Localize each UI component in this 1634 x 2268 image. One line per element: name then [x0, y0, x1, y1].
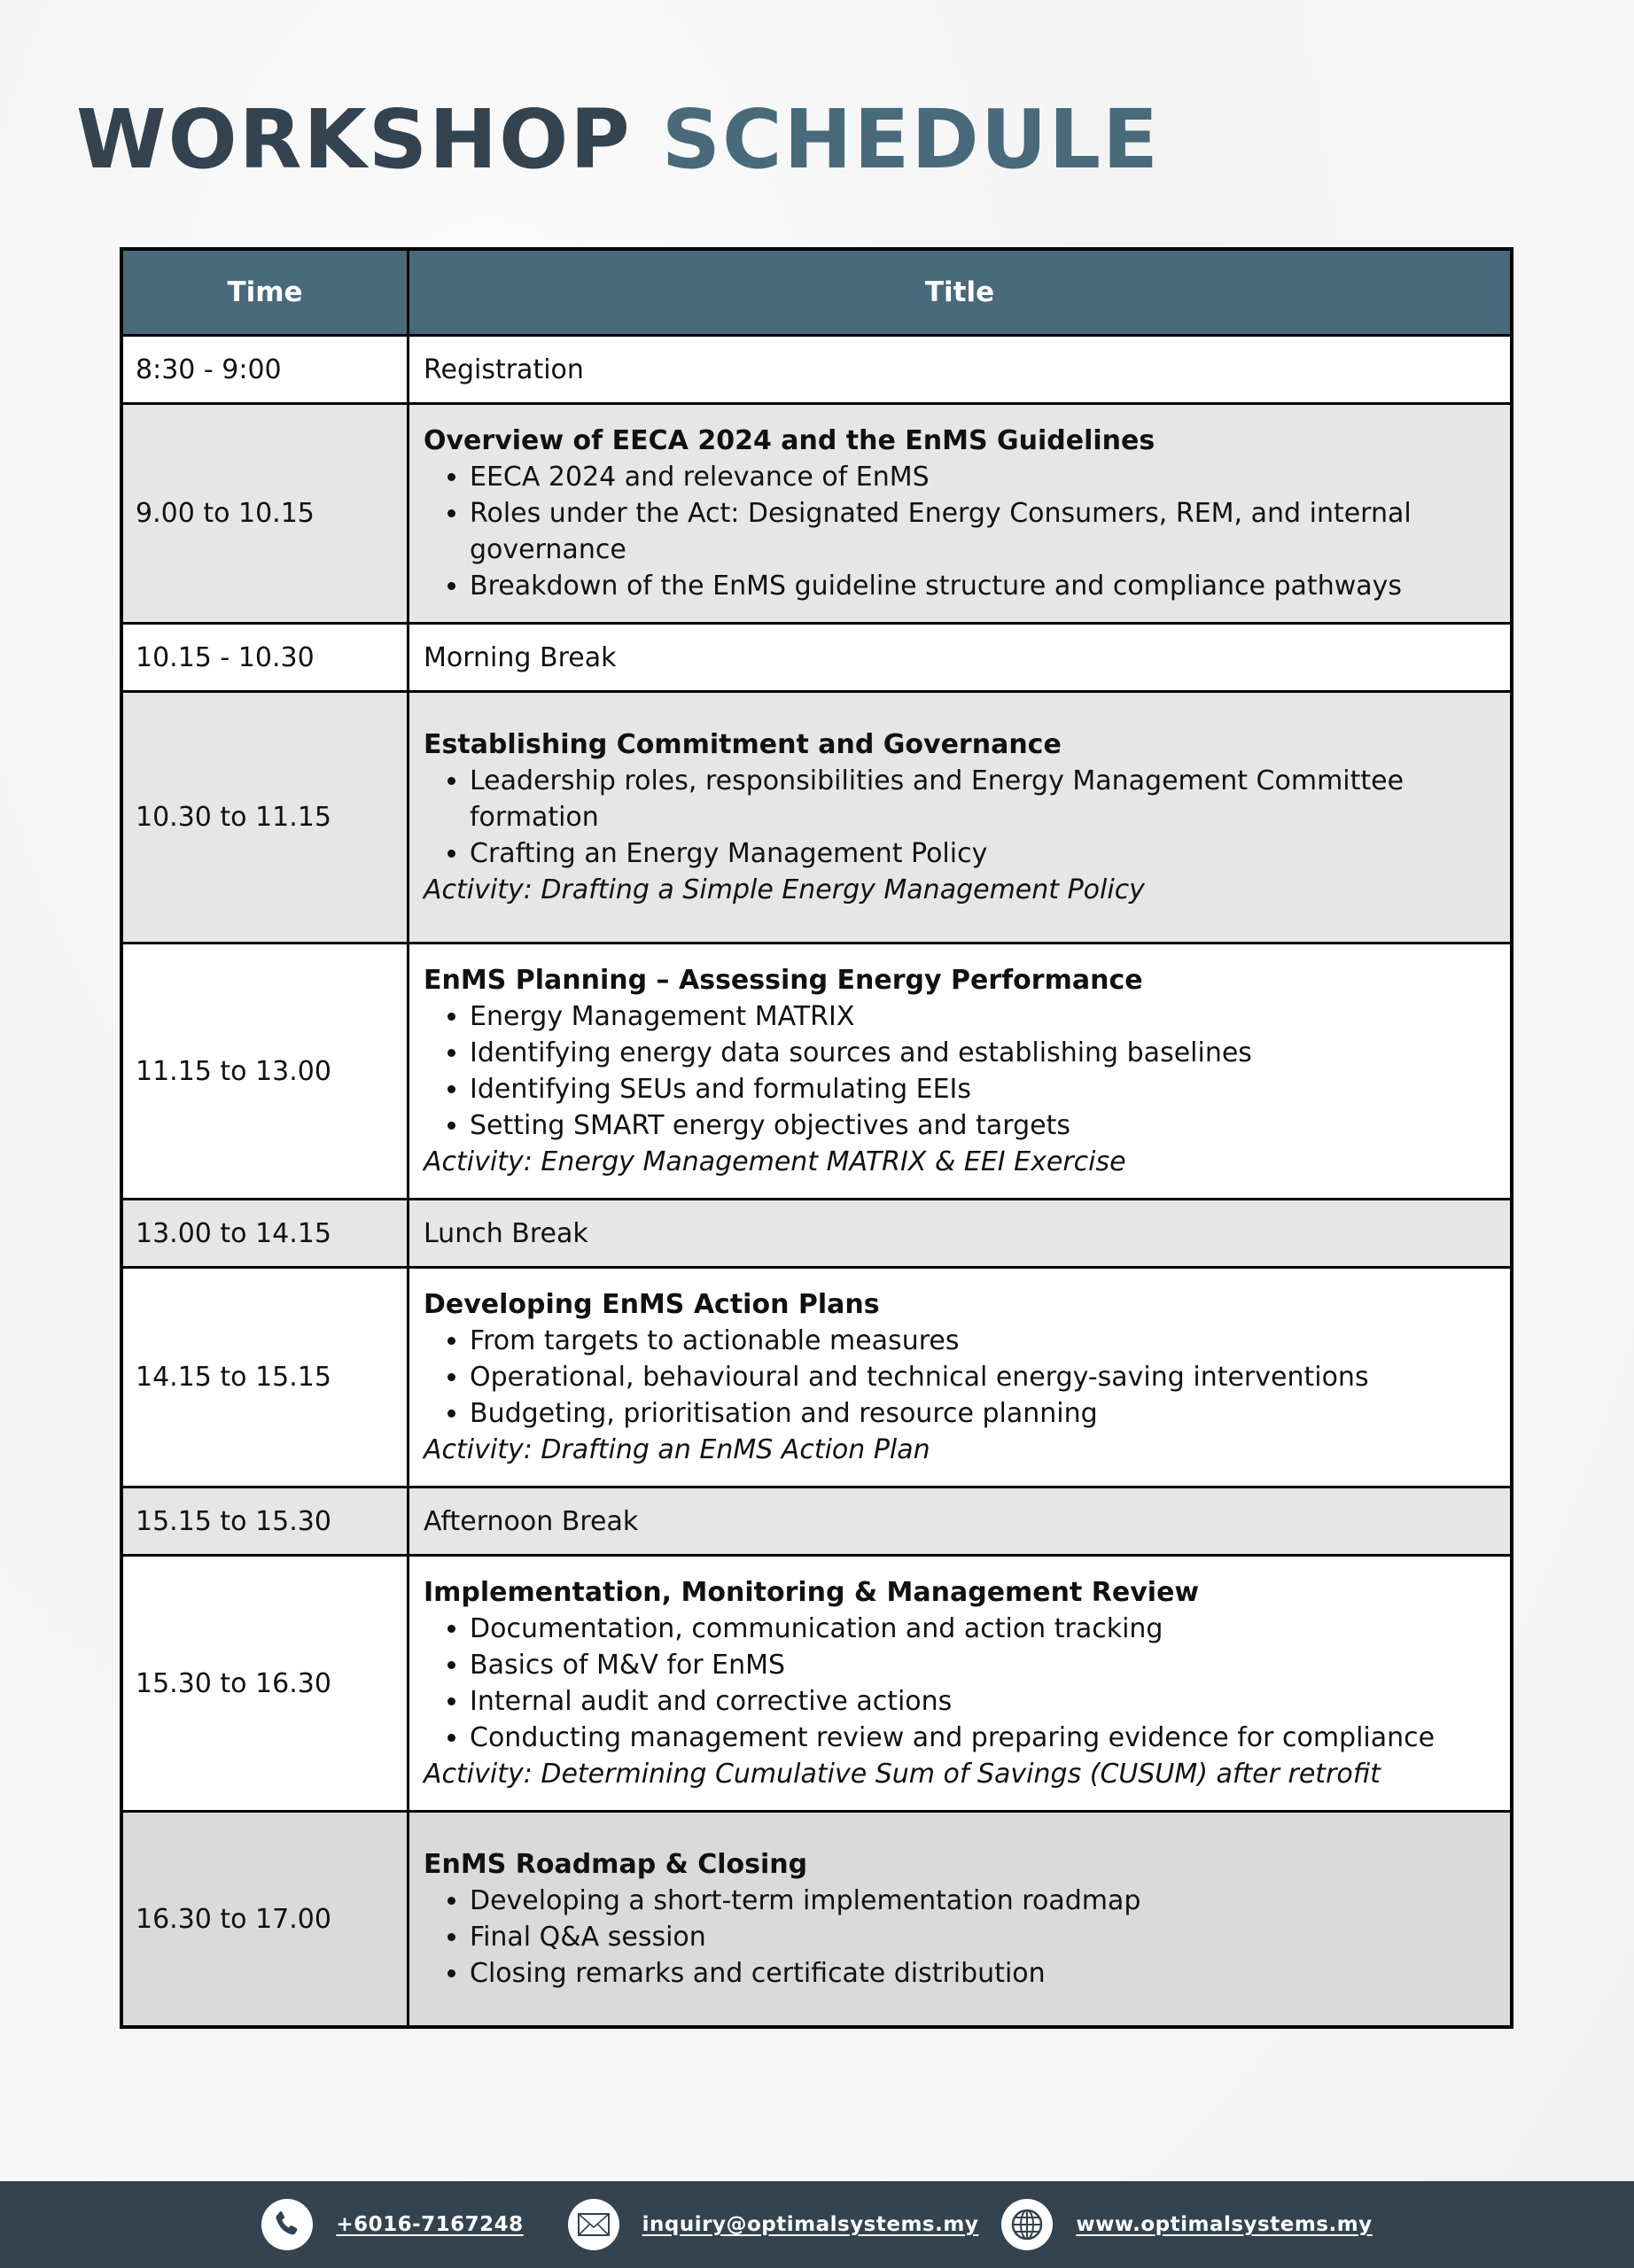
topic-list [424, 763, 1496, 872]
row-title: Afternoon Break [408, 1487, 1513, 1556]
topic-item: • Identifying SEUs and formulating EEIs [470, 1071, 1496, 1107]
row-time: 15.30 to 16.30 [121, 1556, 408, 1812]
row-content [408, 1556, 1513, 1812]
email-link[interactable]: inquiry@optimalsystems.my [642, 2213, 979, 2236]
row-time: 13.00 to 14.15 [121, 1200, 408, 1268]
topic-item: • Energy Management MATRIX [470, 998, 1496, 1035]
row-time: 14.15 to 15.15 [121, 1268, 408, 1487]
row-title: Lunch Break [408, 1200, 1513, 1268]
topic-item: • From targets to actionable measures [470, 1323, 1496, 1359]
topic-item: • Identifying energy data sources and establishing baselines [470, 1035, 1496, 1071]
row-time: 16.30 to 17.00 [121, 1812, 408, 2028]
row-time: 10.15 - 10.30 [121, 624, 408, 692]
topic-item: • EECA 2024 and relevance of EnMS [470, 459, 1496, 495]
topic-list [424, 1611, 1496, 1756]
topic-item: • Conducting management review and preparing evidence for compliance [470, 1720, 1496, 1756]
topic-list [424, 1883, 1496, 1992]
row-time: 9.00 to 10.15 [121, 404, 408, 624]
table-row [121, 1812, 1512, 2028]
topic-item: • Basics of M&V for EnMS [470, 1647, 1496, 1683]
phone-icon [261, 2199, 313, 2250]
table-row [121, 336, 1512, 404]
contact-website [1001, 2199, 1372, 2250]
mail-icon [568, 2199, 619, 2250]
contact-footer [0, 2181, 1634, 2268]
activity-note: Activity: Drafting an EnMS Action Plan [424, 1434, 930, 1465]
session-title: Establishing Commitment and Governance [424, 729, 1062, 760]
row-title: Morning Break [408, 624, 1513, 692]
header-time: Time [121, 249, 408, 336]
table-row [121, 1556, 1512, 1812]
topic-item: • Operational, behavioural and technical energy-saving interventions [470, 1359, 1496, 1395]
topic-item: • Internal audit and corrective actions [470, 1683, 1496, 1720]
contact-phone [261, 2199, 523, 2250]
session-title: Developing EnMS Action Plans [424, 1289, 880, 1320]
topic-item: • Developing a short-term implementation roadmap [470, 1883, 1496, 1919]
topic-item: • Roles under the Act: Designated Energy Consumers, REM, and internal governance [470, 495, 1496, 568]
topic-item: • Closing remarks and certificate distribution [470, 1955, 1496, 1992]
row-title: Registration [408, 336, 1513, 404]
activity-note: Activity: Determining Cumulative Sum of Savings (CUSUM) after retrofit [424, 1759, 1381, 1790]
topic-item: • Setting SMART energy objectives and targets [470, 1107, 1496, 1144]
header-title: Title [408, 249, 1513, 336]
table-row [121, 404, 1512, 624]
row-time: 8:30 - 9:00 [121, 336, 408, 404]
row-time: 11.15 to 13.00 [121, 944, 408, 1200]
topic-item: • Budgeting, prioritisation and resource planning [470, 1395, 1496, 1432]
row-content [408, 692, 1513, 944]
row-content [408, 1812, 1513, 2028]
activity-note: Activity: Energy Management MATRIX & EEI Exercise [424, 1146, 1126, 1177]
row-time: 15.15 to 15.30 [121, 1487, 408, 1556]
topic-item: • Crafting an Energy Management Policy [470, 835, 1496, 872]
schedule-table [120, 247, 1513, 2029]
topic-list [424, 459, 1496, 604]
row-content [408, 1268, 1513, 1487]
session-title: EnMS Roadmap & Closing [424, 1849, 808, 1880]
table-row [121, 1200, 1512, 1268]
table-row [121, 944, 1512, 1200]
activity-note: Activity: Drafting a Simple Energy Management Policy [424, 874, 1145, 905]
website-link[interactable]: www.optimalsystems.my [1076, 2213, 1373, 2236]
topic-item: • Leadership roles, responsibilities and Energy Management Committee formation [470, 763, 1496, 835]
table-row [121, 1487, 1512, 1556]
table-row [121, 1268, 1512, 1487]
topic-item: • Breakdown of the EnMS guideline structure and compliance pathways [470, 568, 1496, 604]
row-content [408, 944, 1513, 1200]
page-title [76, 92, 1160, 187]
topic-item: • Documentation, communication and action tracking [470, 1611, 1496, 1647]
title-word-workshop: WORKSHOP [76, 92, 632, 187]
table-row [121, 692, 1512, 944]
phone-link[interactable]: +6016-7167248 [336, 2213, 524, 2236]
contact-email [568, 2199, 979, 2250]
row-time: 10.30 to 11.15 [121, 692, 408, 944]
topic-list [424, 998, 1496, 1144]
topic-list [424, 1323, 1496, 1432]
session-title: Implementation, Monitoring & Management Review [424, 1577, 1200, 1608]
row-content [408, 404, 1513, 624]
session-title: EnMS Planning – Assessing Energy Performance [424, 965, 1143, 996]
table-row [121, 624, 1512, 692]
title-word-schedule: SCHEDULE [661, 92, 1160, 187]
session-title: Overview of EECA 2024 and the EnMS Guidelines [424, 425, 1155, 456]
topic-item: • Final Q&A session [470, 1919, 1496, 1955]
globe-icon [1001, 2199, 1053, 2250]
table-header-row [121, 249, 1512, 336]
